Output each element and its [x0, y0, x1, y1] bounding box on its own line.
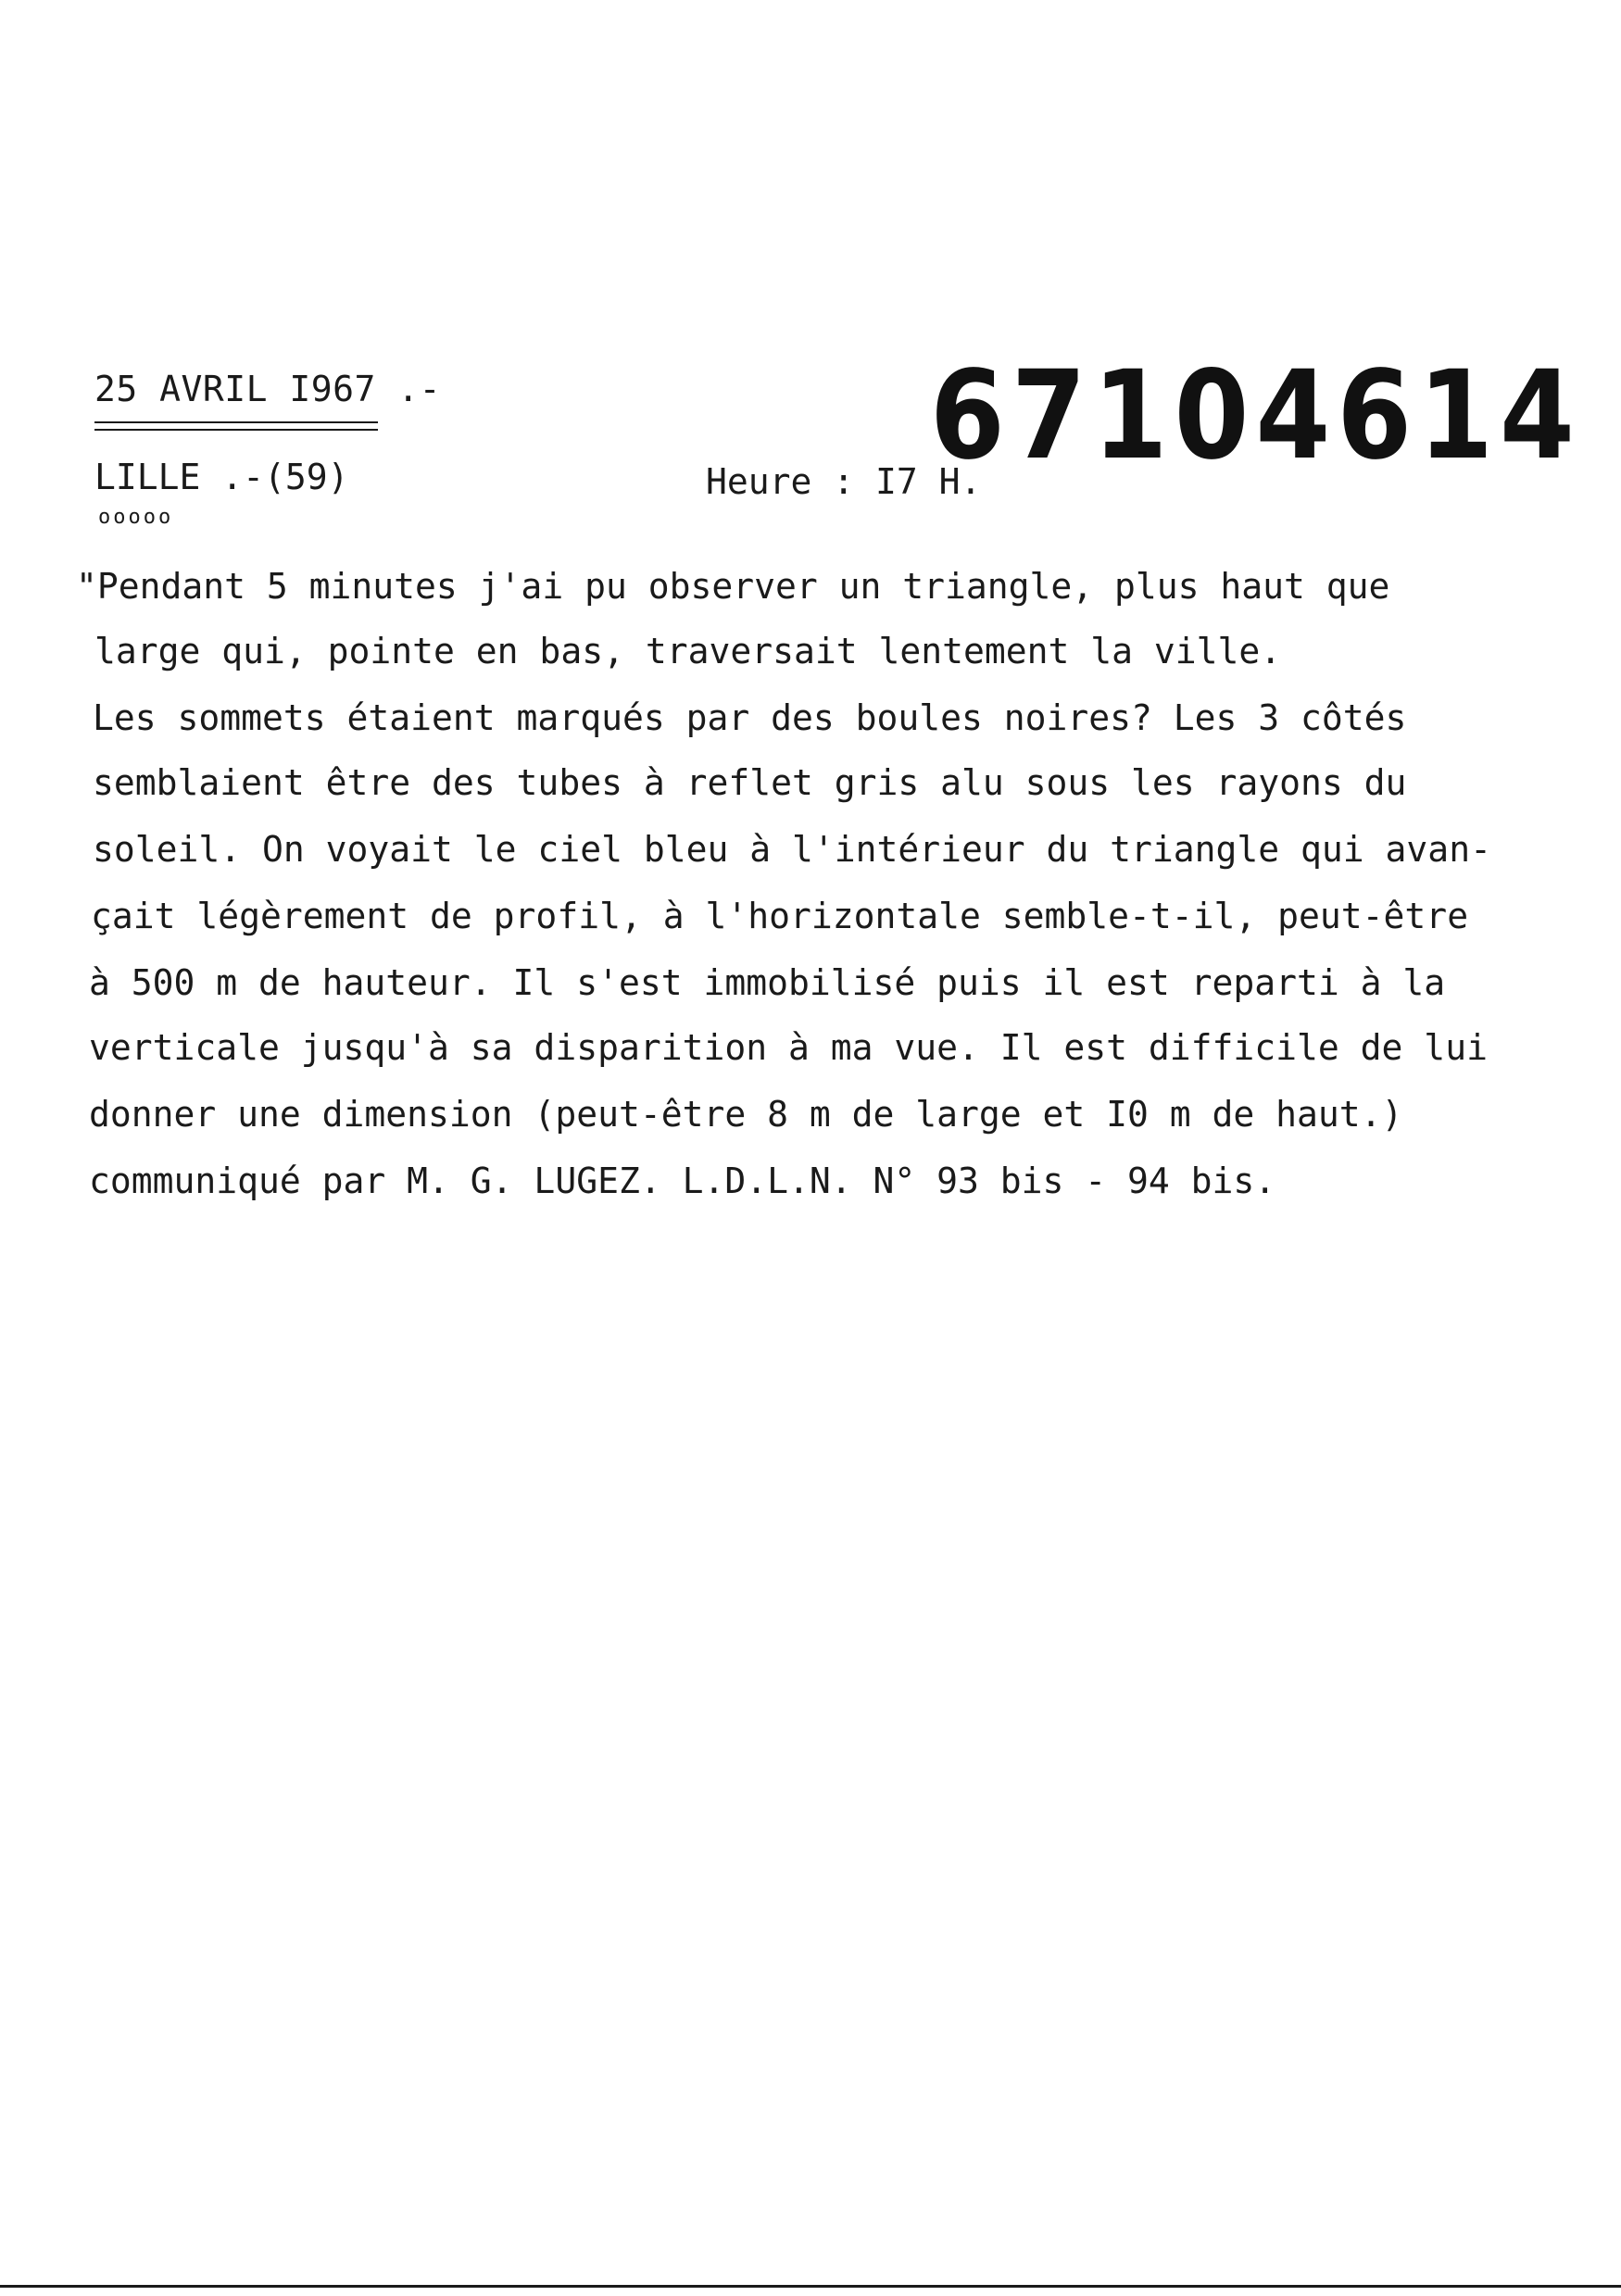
text-line: çait légèrement de profil, à l'horizontale semble-t-il, peut-être — [91, 896, 1469, 936]
text-line: soleil. On voyait le ciel bleu à l'intérieur du triangle qui avan- — [93, 829, 1491, 870]
page-bottom-rule — [0, 2285, 1621, 2288]
text-line: "Pendant 5 minutes j'ai pu observer un triangle, plus haut que — [76, 566, 1390, 607]
report-hour: Heure : I7 H. — [706, 461, 982, 502]
text-line: communiqué par M. G. LUGEZ. L.D.L.N. N° 93 bis - 94 bis. — [89, 1161, 1276, 1201]
location-decoration: ooooo — [98, 506, 174, 529]
text-line: à 500 m de hauteur. Il s'est immobilisé puis il est reparti à la — [89, 962, 1446, 1003]
text-line: donner une dimension (peut-être 8 m de large et I0 m de haut.) — [89, 1094, 1403, 1135]
text-line: large qui, pointe en bas, traversait lentement la ville. — [94, 631, 1282, 671]
text-line: verticale jusqu'à sa disparition à ma vue. Il est difficile de lui — [89, 1027, 1488, 1068]
text-line: semblaient être des tubes à reflet gris alu sous les rayons du — [93, 762, 1407, 803]
report-date: 25 AVRIL I967 .- — [94, 369, 442, 409]
date-double-underline — [94, 421, 378, 434]
text-line: Les sommets étaient marqués par des boules noires? Les 3 côtés — [93, 697, 1407, 738]
case-number-stamp: 67104614 — [930, 345, 1581, 487]
report-location: LILLE .-(59) — [94, 457, 349, 497]
